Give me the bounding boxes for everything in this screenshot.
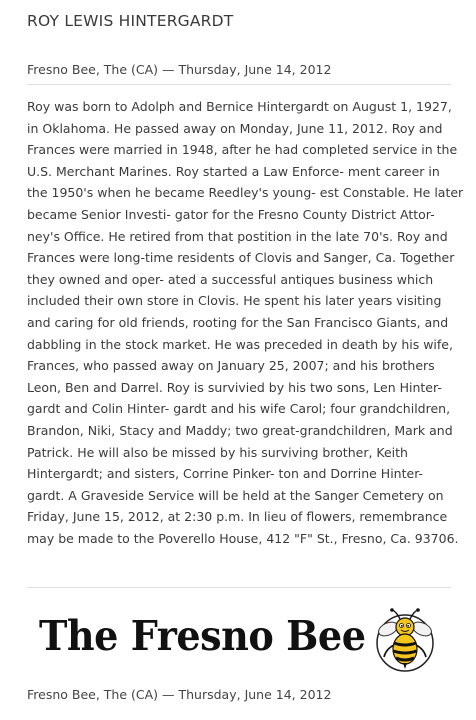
source-citation-top: Fresno Bee, The (CA) — Thursday, June 14, 2012: [27, 62, 332, 77]
body-line: gardt and Colin Hinter- gardt and his wife Carol; four grandchildren,: [27, 401, 451, 417]
body-line: U.S. Merchant Marines. Roy started a Law Enforce- ment career in: [27, 163, 440, 179]
body-line: Leon, Ben and Darrel. Roy is survivied by his two sons, Len Hinter-: [27, 379, 442, 395]
source-citation-bottom: Fresno Bee, The (CA) — Thursday, June 14, 2012: [27, 687, 332, 702]
body-line: the 1950's when he became Reedley's young- est Constable. He later: [27, 185, 464, 201]
logo-wordmark: The Fresno Bee: [39, 612, 366, 660]
divider-bottom: [27, 587, 451, 588]
body-line: Brandon, Niki, Stacy and Maddy; two great-grandchildren, Mark and: [27, 422, 453, 438]
body-line: ney's Office. He retired from that postition in the late 70's. Roy and: [27, 228, 448, 244]
body-line: Hintergardt; and sisters, Corrine Pinker- ton and Dorrine Hinter-: [27, 466, 424, 482]
body-line: Roy was born to Adolph and Bernice Hintergardt on August 1, 1927,: [27, 99, 452, 114]
obituary-title: ROY LEWIS HINTERGARDT: [27, 12, 234, 30]
bee-mascot-icon: [374, 607, 436, 675]
newspaper-logo: [27, 603, 451, 677]
body-line: they owned and oper- ated a successful antiques business which: [27, 271, 434, 287]
body-line: dabbling in the stock market. He was preceded in death by his wife,: [27, 336, 453, 352]
body-line: included their own store in Clovis. He spent his later years visiting: [27, 293, 442, 309]
body-line: became Senior Investi- gator for the Fresno County District Attor-: [27, 206, 435, 222]
body-line: Frances were married in 1948, after he had completed service in the: [27, 142, 458, 158]
body-line: Frances, who passed away on January 25, 2007; and his brothers: [27, 358, 435, 374]
body-line: gardt. A Graveside Service will be held at the Sanger Cemetery on: [27, 487, 444, 503]
body-line: Friday, June 15, 2012, at 2:30 p.m. In lieu of flowers, remembrance: [27, 509, 448, 525]
body-line: may be made to the Poverello House, 412 "F" St., Fresno, Ca. 93706.: [27, 530, 459, 546]
divider-top: [27, 84, 451, 85]
body-line: Patrick. He will also be missed by his surviving brother, Keith: [27, 444, 408, 460]
obituary-body: [27, 96, 464, 549]
body-line: and caring for old friends, rooting for the San Francisco Giants, and: [27, 314, 449, 330]
body-line: in Oklahoma. He passed away on Monday, June 11, 2012. Roy and: [27, 120, 443, 136]
body-line: Frances were long-time residents of Clovis and Sanger, Ca. Together: [27, 250, 455, 266]
